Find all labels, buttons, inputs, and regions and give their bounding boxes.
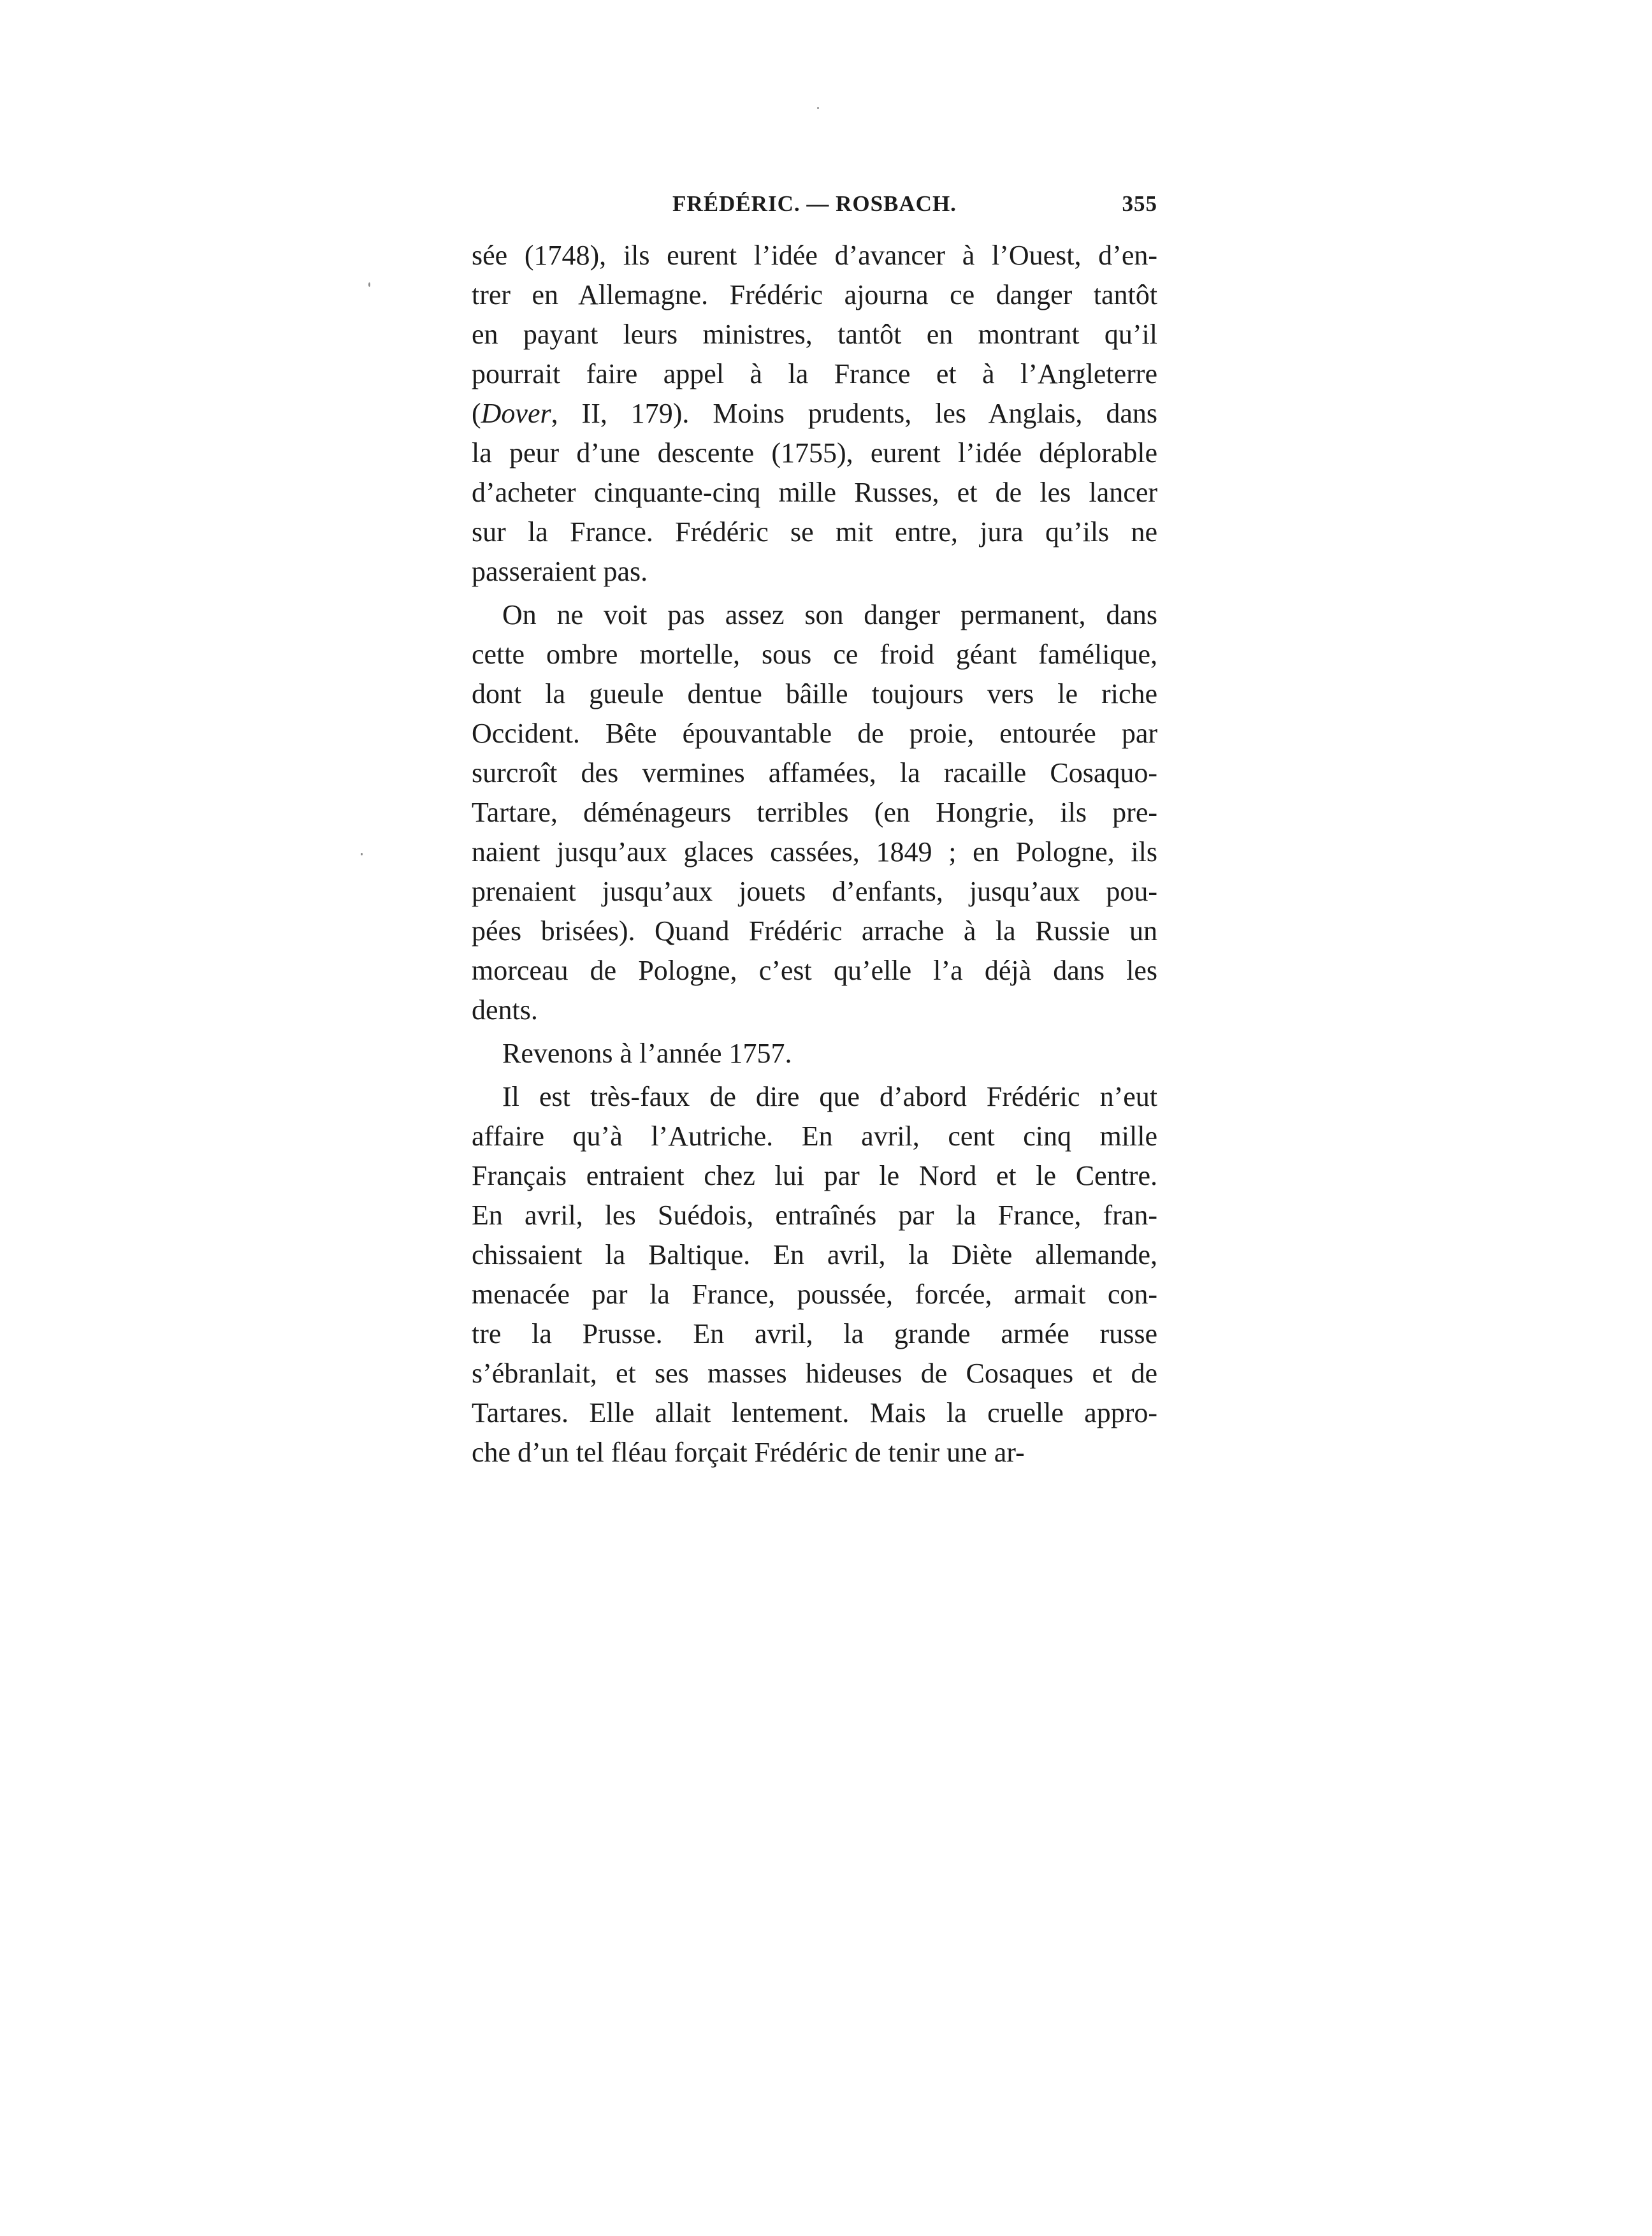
text-line: Occident. Bête épouvantable de proie, entourée par [472,718,1157,749]
text-line: Tartare, déménageurs terribles (en Hongrie, ils pre- [472,797,1157,828]
text-line: tre la Prusse. En avril, la grande armée russe [472,1318,1157,1349]
text-line: la peur d’une descente (1755), eurent l’idée déplorable [472,437,1157,468]
scan-speck [368,282,370,287]
text-line: chissaient la Baltique. En avril, la Diète allemande, [472,1239,1157,1270]
text-line: che d’un tel fléau forçait Frédéric de tenir une ar- [472,1437,1025,1468]
text-line: Il est très-faux de dire que d’abord Frédéric n’eut [502,1081,1157,1112]
paragraph [472,595,1157,1030]
text-line: naient jusqu’aux glaces cassées, 1849 ; en Pologne, ils [472,836,1157,868]
text-line: On ne voit pas assez son danger permanent, dans [502,599,1157,630]
page-number: 355 [1122,191,1157,216]
text-line: pourrait faire appel à la France et à l’Angleterre [472,358,1157,389]
text-line: surcroît des vermines affamées, la racaille Cosaquo- [472,757,1157,788]
text-line: Tartares. Elle allait lentement. Mais la cruelle appro- [472,1397,1157,1428]
text-line: prenaient jusqu’aux jouets d’enfants, jusqu’aux pou- [472,876,1157,907]
text-line: dont la gueule dentue bâille toujours vers le riche [472,678,1157,709]
text-line: Revenons à l’année 1757. [502,1038,792,1069]
text-line: trer en Allemagne. Frédéric ajourna ce danger tantôt [472,279,1157,310]
text-line: cette ombre mortelle, sous ce froid géant famélique, [472,639,1157,670]
text-line: en payant leurs ministres, tantôt en montrant qu’il [472,319,1157,350]
paragraph [472,236,1157,592]
text-line: pées brisées). Quand Frédéric arrache à la Russie un [472,915,1157,947]
text-line: sur la France. Frédéric se mit entre, jura qu’ils ne [472,516,1157,548]
paragraph [472,1034,1157,1073]
text-line: menacée par la France, poussée, forcée, armait con- [472,1279,1157,1310]
cited-work: Dover [481,398,551,429]
text-line: (Dover, II, 179). Moins prudents, les Anglais, dans [472,398,1157,429]
paragraph [472,1077,1157,1472]
text-line: Français entraient chez lui par le Nord et le Centre. [472,1160,1157,1191]
text-line: dents. [472,994,538,1026]
text-line: affaire qu’à l’Autriche. En avril, cent cinq mille [472,1121,1157,1152]
scan-speck [361,853,363,855]
text-line: sée (1748), ils eurent l’idée d’avancer à l’Ouest, d’en- [472,240,1157,271]
body-text [472,236,1157,1472]
text-line: s’ébranlait, et ses masses hideuses de Cosaques et de [472,1358,1157,1389]
text-line: morceau de Pologne, c’est qu’elle l’a déjà dans les [472,955,1157,986]
text-line: d’acheter cinquante-cinq mille Russes, et de les lancer [472,477,1157,508]
running-head-title: FRÉDÉRIC. — ROSBACH. [672,191,957,216]
running-head [472,191,1157,229]
text-line: passeraient pas. [472,556,648,587]
scan-speck [817,107,819,109]
text-line: En avril, les Suédois, entraînés par la France, fran- [472,1200,1157,1231]
